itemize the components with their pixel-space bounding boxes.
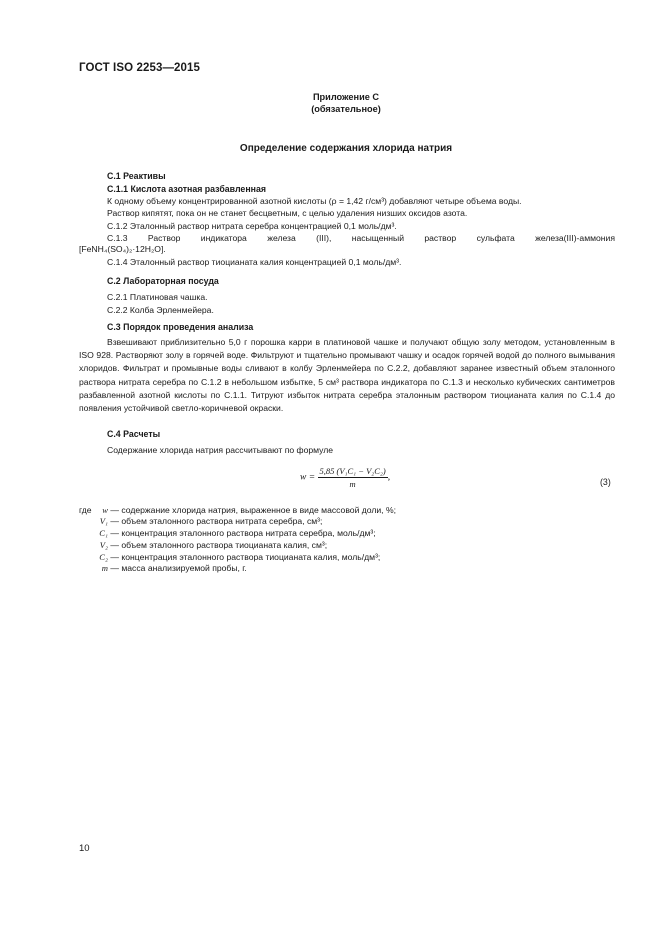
heading-c3: С.3 Порядок проведения анализа — [107, 322, 254, 332]
variable-description: — концентрация эталонного раствора тиоцианата калия, моль/дм³; — [110, 552, 381, 562]
formula-numerator: 5,85 (V₁C₁ − V₂C₂) — [319, 466, 386, 476]
variable-row — [79, 552, 619, 563]
variable-row — [79, 563, 619, 574]
paragraph-c3: Взвешивают приблизительно 5,0 г порошка карри в платиновой чашке и получают общую золу методом, установленным в ISO 928. Растворяют золу в горячей воде. Фильтруют и тщательно промывают чашку и осадок горячей водой до полного вымывания хлоридов. Фильтрат и промывные воды сливают в колбу Эрленмейера по С.2.2, добавляют заранее известный объем эталонного раствора нитрата серебра по С.1.2 в небольшом избытке, 5 см³ раствора индикатора по С.1.3 и несколько кубических сантиметров разбавленной азотной кислоты по С.1.1. Титруют избыток нитрата серебра эталонным раствором тиоцианата калия по С.1.4 до появления устойчивой светло-коричневой окраски. — [79, 337, 615, 414]
annex-status: (обязательное) — [311, 104, 381, 114]
formula — [300, 466, 390, 489]
heading-c2: С.2 Лабораторная посуда — [107, 276, 219, 286]
formula-denominator: m — [349, 479, 356, 489]
paragraph-c13-line2: [FeNH₄(SO₄)₂·12H₂O]. — [79, 244, 166, 254]
paragraph-c4-intro: Содержание хлорида натрия рассчитывают по формуле — [107, 445, 334, 455]
paragraph-c11-1: К одному объему концентрированной азотной кислоты (ρ = 1,42 г/см³) добавляют четыре объема воды. — [107, 196, 522, 206]
variable-row — [79, 528, 619, 539]
document-header: ГОСТ ISO 2253—2015 — [79, 62, 201, 74]
variable-description: — объем эталонного раствора нитрата серебра, см³; — [110, 516, 323, 526]
paragraph-c12: С.1.2 Эталонный раствор нитрата серебра концентрацией 0,1 моль/дм³. — [107, 221, 397, 231]
section-title: Определение содержания хлорида натрия — [239, 143, 453, 154]
annex-title: Приложение С — [312, 92, 380, 102]
variable-row — [79, 516, 619, 527]
variable-symbol: V₂ — [99, 540, 108, 550]
variable-symbol: m — [101, 563, 108, 573]
heading-c11: С.1.1 Кислота азотная разбавленная — [107, 184, 266, 194]
variable-symbol: V₁ — [99, 516, 108, 526]
variable-symbol: w — [102, 505, 108, 515]
paragraph-c13-line1: С.1.3 Раствор индикатора железа (III), насыщенный раствор сульфата железа(III)-аммония — [107, 233, 615, 243]
heading-c1: С.1 Реактивы — [107, 171, 166, 181]
formula-fraction — [318, 466, 391, 489]
formula-lhs: w = — [300, 472, 316, 483]
page-number: 10 — [79, 843, 90, 854]
variable-description: — объем эталонного раствора тиоцианата калия, см³; — [110, 540, 328, 550]
variable-symbol: C₁ — [99, 528, 108, 538]
paragraph-c22: С.2.2 Колба Эрленмейера. — [107, 305, 214, 315]
heading-c4: С.4 Расчеты — [107, 429, 161, 439]
variable-description: — масса анализируемой пробы, г. — [110, 563, 247, 573]
paragraph-c14: С.1.4 Эталонный раствор тиоцианата калия концентрацией 0,1 моль/дм³. — [107, 257, 402, 267]
formula-trailing: , — [387, 472, 391, 483]
where-lead: где — [79, 505, 92, 515]
variable-description: — концентрация эталонного раствора нитрата серебра, моль/дм³; — [110, 528, 376, 538]
variable-row — [79, 540, 619, 551]
variable-row — [79, 505, 619, 516]
paragraph-c11-2: Раствор кипятят, пока он не станет бесцветным, с целью удаления низших оксидов азота. — [107, 208, 468, 218]
variable-symbol: C₂ — [99, 552, 108, 562]
paragraph-c21: С.2.1 Платиновая чашка. — [107, 292, 208, 302]
equation-number: (3) — [600, 477, 611, 487]
variable-description: — содержание хлорида натрия, выраженное в виде массовой доли, %; — [110, 505, 396, 515]
